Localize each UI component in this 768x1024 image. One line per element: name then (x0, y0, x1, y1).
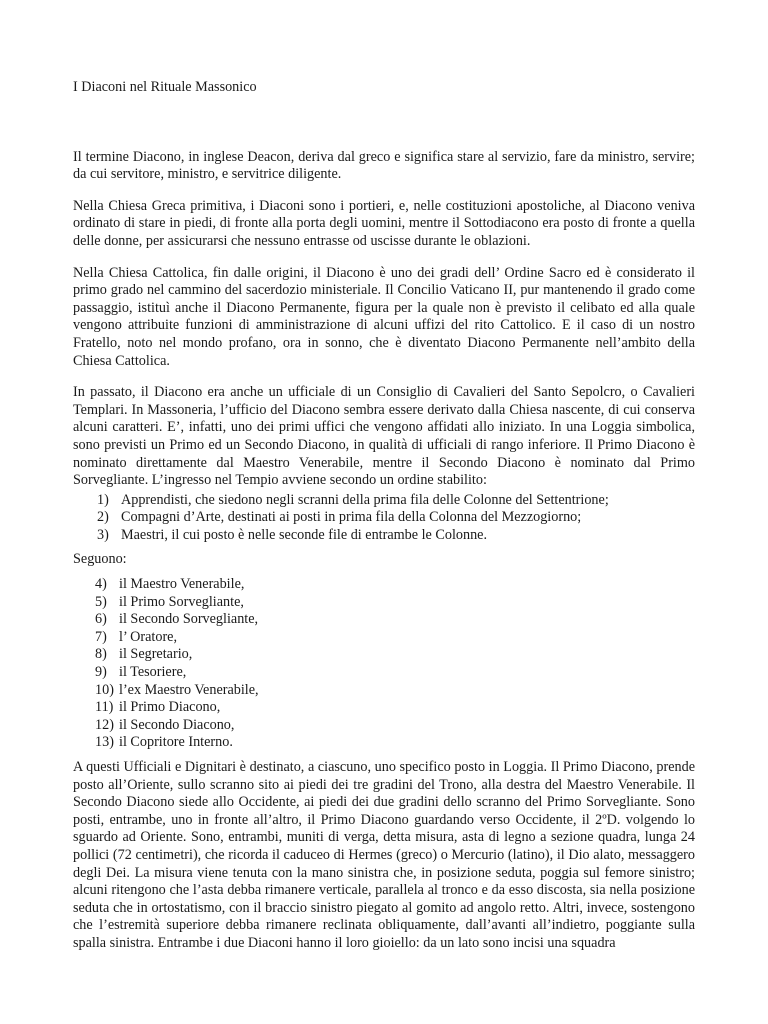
paragraph-officers-positions: A questi Ufficiali e Dignitari è destinato, a ciascuno, uno specifico posto in Loggia. Il Primo Diacono, prende posto all’Oriente, sullo scranno sito ai piedi dei tre gradini del Trono, alla destra del Maestro Venerabile. Il Secondo Diacono siede allo Occidente, ai piedi dei due gradini dello scranno del Primo Sorvegliante. Sono posti, entrambe, uno in fronte all’altro, il Primo Diacono guardando verso Occidente, il 2ºD. volgendo lo sguardo ad Oriente. Sono, entrambi, muniti di verga, detta misura, asta di legno a sezione quadra, lunga 24 pollici (72 centimetri), che ricorda il caduceo di Hermes (greco) o Mercurio (latino), il Dio alato, messaggero degli Dei. La misura viene tenuta con la mano sinistra che, in posizione seduta, poggia sul femore sinistro; alcuni ritengono che l’asta debba rimanere verticale, parallela al tronco e da esso discosta, sia nella posizione seduta che in ortostatismo, con il braccio sinistro piegato al gomito ad angolo retto. Altri, invece, sostengono che l’estremità superiore debba rimanere reclinata obliquamente, dall’avanti all’indietro, poggiante sulla spalla sinistra. Entrambe i due Diaconi hanno il loro gioiello: da un lato sono incisi una squadra (73, 759, 695, 951)
list-text: Maestri, il cui posto è nelle seconde file di entrambe le Colonne. (121, 526, 488, 543)
list-text: il Secondo Sorvegliante, (119, 611, 259, 628)
entry-order-list (73, 492, 695, 545)
paragraph-masonry: In passato, il Diacono era anche un ufficiale di un Consiglio di Cavalieri del Santo Sepolcro, o Cavalieri Templari. In Massoneria, l’ufficio del Diacono sembra essere derivato dalla Chiesa nascente, di cui conserva alcuni caratteri. E’, infatti, uno dei primi uffici che vengono affidati allo iniziato. In una Loggia simbolica, sono previsti un Primo ed un Secondo Diacono, in qualità di ufficiali di rango inferiore. Il Primo Diacono è nominato direttamente dal Maestro Venerabile, mentre il Secondo Diacono è nominato dal Primo Sorvegliante. L’ingresso nel Tempio avviene secondo un ordine stabilito: (73, 384, 695, 489)
document-title: I Diaconi nel Rituale Massonico (73, 79, 257, 95)
list-item (73, 492, 695, 510)
list-number: 1) (97, 491, 109, 508)
paragraph-intro: Il termine Diacono, in inglese Deacon, deriva dal greco e significa stare al servizio, fare da ministro, servire; da cui servitore, ministro, e servitrice diligente. (73, 148, 695, 183)
paragraph-catholic-church: Nella Chiesa Cattolica, fin dalle origini, il Diacono è uno dei gradi dell’ Ordine Sacro ed è considerato il primo grado nel cammino del sacerdozio ministeriale. Il Concilio Vaticano II, pur mantenendo il grado come passaggio, istituì anche il Diacono Permanente, figura per la quale non è previsto il celibato ed alla quale vengono attribuite funzioni di amministrazione di alcuni uffizi del rito Cattolico. E il caso di un nostro Fratello, noto nel mondo profano, ora in sonno, che è diventato Diacono Permanente nell’ambito della Chiesa Cattolica. (73, 264, 695, 369)
list-item (73, 699, 695, 717)
list-number: 3) (97, 526, 109, 543)
list-number: 6) (95, 611, 107, 628)
list-item (73, 527, 695, 545)
list-text: Compagni d’Arte, destinati ai posti in prima fila della Colonna del Mezzogiorno; (121, 509, 582, 526)
list-text: il Tesoriere, (119, 664, 187, 681)
list-number: 4) (95, 576, 107, 593)
list-item (73, 734, 695, 752)
list-number: 2) (97, 509, 109, 526)
list-item (73, 611, 695, 629)
seguono-label: Seguono: (73, 551, 127, 568)
list-item (73, 682, 695, 700)
list-number: 10) (95, 681, 114, 698)
list-number: 5) (95, 593, 107, 610)
list-item (73, 576, 695, 594)
list-text: il Primo Diacono, (119, 699, 221, 716)
paragraph-greek-church: Nella Chiesa Greca primitiva, i Diaconi sono i portieri, e, nelle costituzioni apostoliche, al Diacono veniva ordinato di stare in piedi, di fronte alla porta degli uomini, mentre il Sottodiacono era posto di fronte a quella delle donne, per assicurarsi che nessuno entrasse od uscisse durante le oblazioni. (73, 197, 695, 249)
list-text: il Primo Sorvegliante, (119, 593, 244, 610)
list-number: 8) (95, 646, 107, 663)
list-text: l’ Oratore, (119, 628, 178, 645)
list-text: il Maestro Venerabile, (119, 576, 245, 593)
list-text: il Copritore Interno. (119, 734, 233, 751)
list-item (73, 717, 695, 735)
list-text: l’ex Maestro Venerabile, (119, 681, 259, 698)
list-item (73, 594, 695, 612)
list-item (73, 664, 695, 682)
list-number: 11) (95, 699, 114, 716)
list-text: il Secondo Diacono, (119, 716, 235, 733)
list-text: Apprendisti, che siedono negli scranni della prima fila delle Colonne del Settentrione; (121, 491, 609, 508)
list-number: 12) (95, 716, 114, 733)
list-text: il Segretario, (119, 646, 193, 663)
officers-list (73, 576, 695, 752)
list-item (73, 509, 695, 527)
list-item (73, 629, 695, 647)
list-number: 7) (95, 628, 107, 645)
list-item (73, 646, 695, 664)
list-number: 9) (95, 664, 107, 681)
list-number: 13) (95, 734, 114, 751)
